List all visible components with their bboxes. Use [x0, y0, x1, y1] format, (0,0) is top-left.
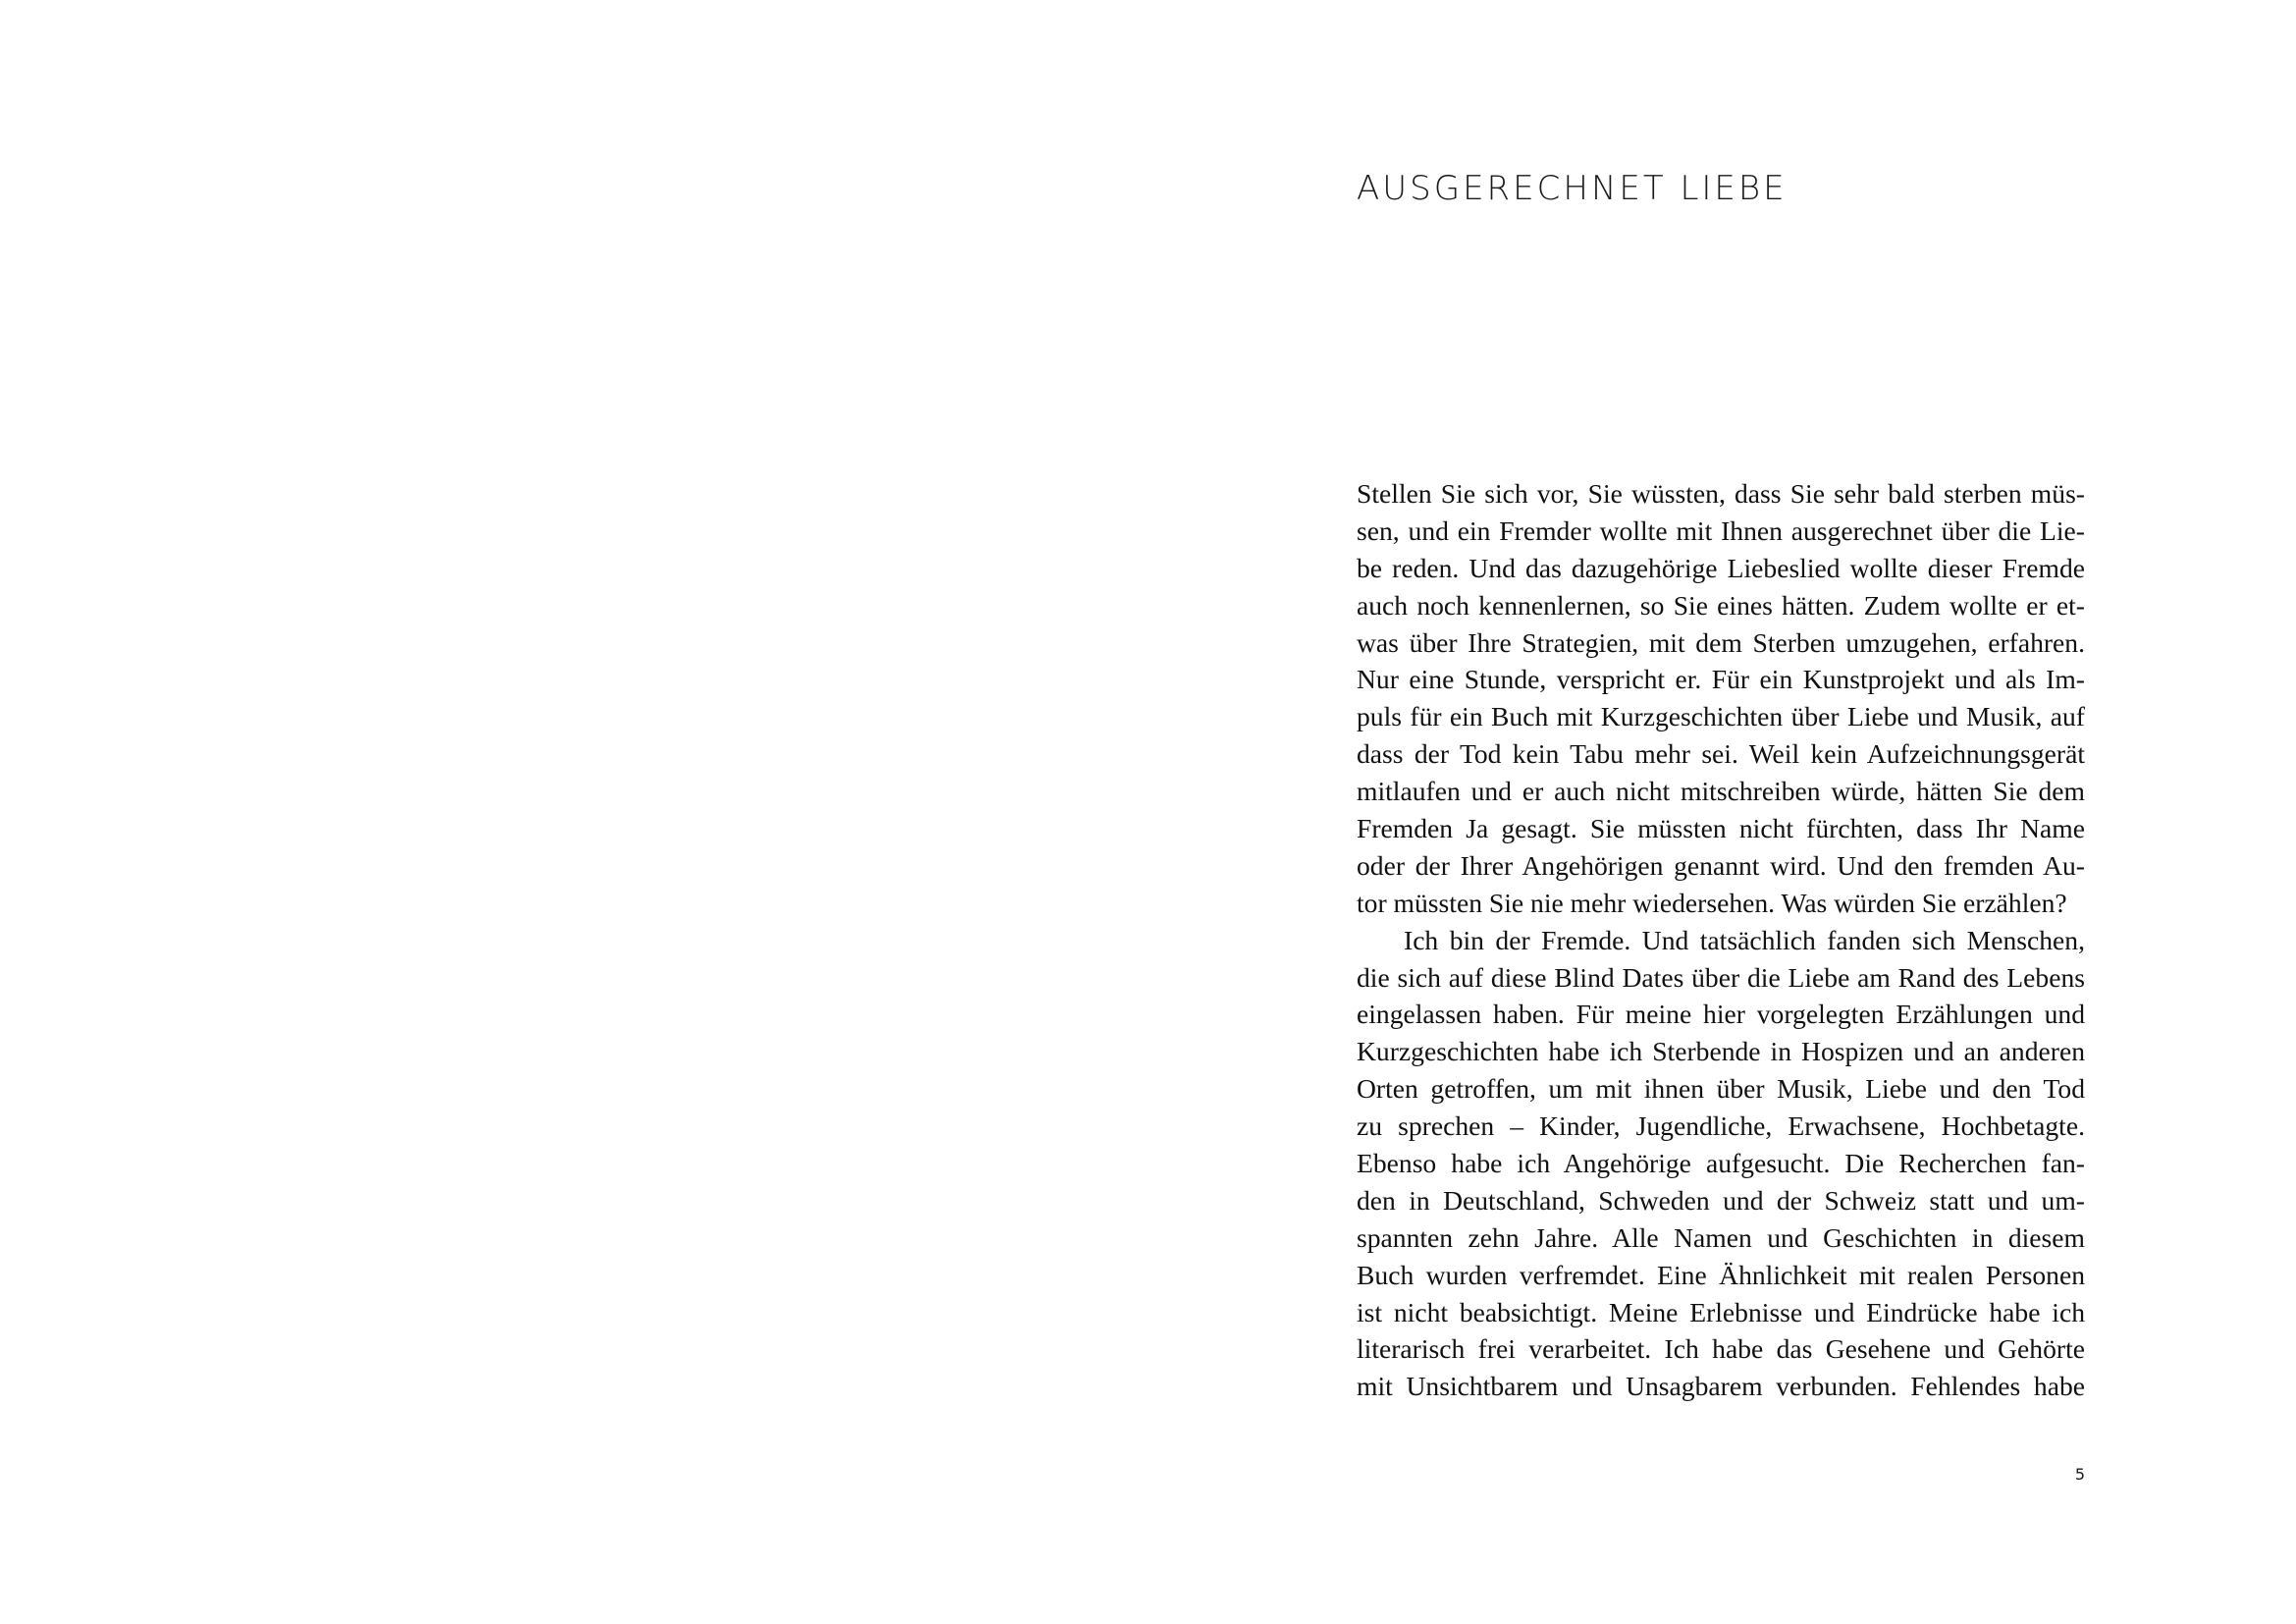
text-line: eingelassen haben. Für meine hier vorgelegten Erzählungen und — [1357, 999, 2085, 1030]
text-line: Ebenso habe ich Angehörige aufgesucht. Die Recherchen fan- — [1357, 1148, 2085, 1179]
text-line: Buch wurden verfremdet. Eine Ähnlichkeit mit realen Personen — [1357, 1259, 2085, 1290]
text-line: Ich bin der Fremde. Und tatsächlich fanden sich Menschen, — [1404, 924, 2085, 955]
text-line: dass der Tod kein Tabu mehr sei. Weil kein Aufzeichnungsgerät — [1357, 738, 2085, 770]
text-line: die sich auf diese Blind Dates über die Liebe am Rand des Lebens — [1357, 961, 2085, 993]
text-line: Stellen Sie sich vor, Sie wüssten, dass Sie sehr bald sterben müs- — [1357, 478, 2085, 509]
text-line: den in Deutschland, Schweden und der Schweiz statt und um- — [1357, 1184, 2085, 1216]
right-page — [1148, 0, 2296, 1624]
text-line: Nur eine Stunde, verspricht er. Für ein Kunstprojekt und als Im- — [1357, 664, 2085, 695]
text-line: mit Unsichtbarem und Unsagbarem verbunden. Fehlendes habe — [1357, 1371, 2085, 1402]
text-line: oder der Ihrer Angehörigen genannt wird. Und den fremden Au- — [1357, 849, 2085, 881]
text-line: spannten zehn Jahre. Alle Namen und Geschichten in diesem — [1357, 1221, 2085, 1253]
page-number: 5 — [2074, 1465, 2085, 1484]
chapter-title: AUSGERECHNET LIEBE — [1357, 169, 1788, 208]
text-line: sen, und ein Fremder wollte mit Ihnen ausgerechnet über die Lie- — [1357, 514, 2085, 546]
text-line: puls für ein Buch mit Kurzgeschichten über Liebe und Musik, auf — [1357, 701, 2085, 732]
text-line: tor müssten Sie nie mehr wiedersehen. Was würden Sie erzählen? — [1357, 887, 2067, 918]
text-line: Fremden Ja gesagt. Sie müssten nicht fürchten, dass Ihr Name — [1357, 813, 2085, 844]
text-line: Orten getroffen, um mit ihnen über Musik, Liebe und den Tod — [1357, 1073, 2085, 1105]
text-line: was über Ihre Strategien, mit dem Sterben umzugehen, erfahren. — [1357, 626, 2085, 658]
text-line: literarisch frei verarbeitet. Ich habe das Gesehene und Gehörte — [1357, 1333, 2085, 1365]
text-line: be reden. Und das dazugehörige Liebeslied wollte dieser Fremde — [1357, 552, 2085, 583]
text-line: auch noch kennenlernen, so Sie eines hätten. Zudem wollte er et- — [1357, 589, 2085, 621]
text-line: Kurzgeschichten habe ich Sterbende in Hospizen und an anderen — [1357, 1036, 2085, 1067]
body-text — [1357, 475, 2085, 1405]
text-line: mitlaufen und er auch nicht mitschreiben würde, hätten Sie dem — [1357, 776, 2085, 807]
text-line: zu sprechen – Kinder, Jugendliche, Erwachsene, Hochbetagte. — [1357, 1110, 2085, 1142]
text-line: ist nicht beabsichtigt. Meine Erlebnisse und Eindrücke habe ich — [1357, 1296, 2085, 1327]
